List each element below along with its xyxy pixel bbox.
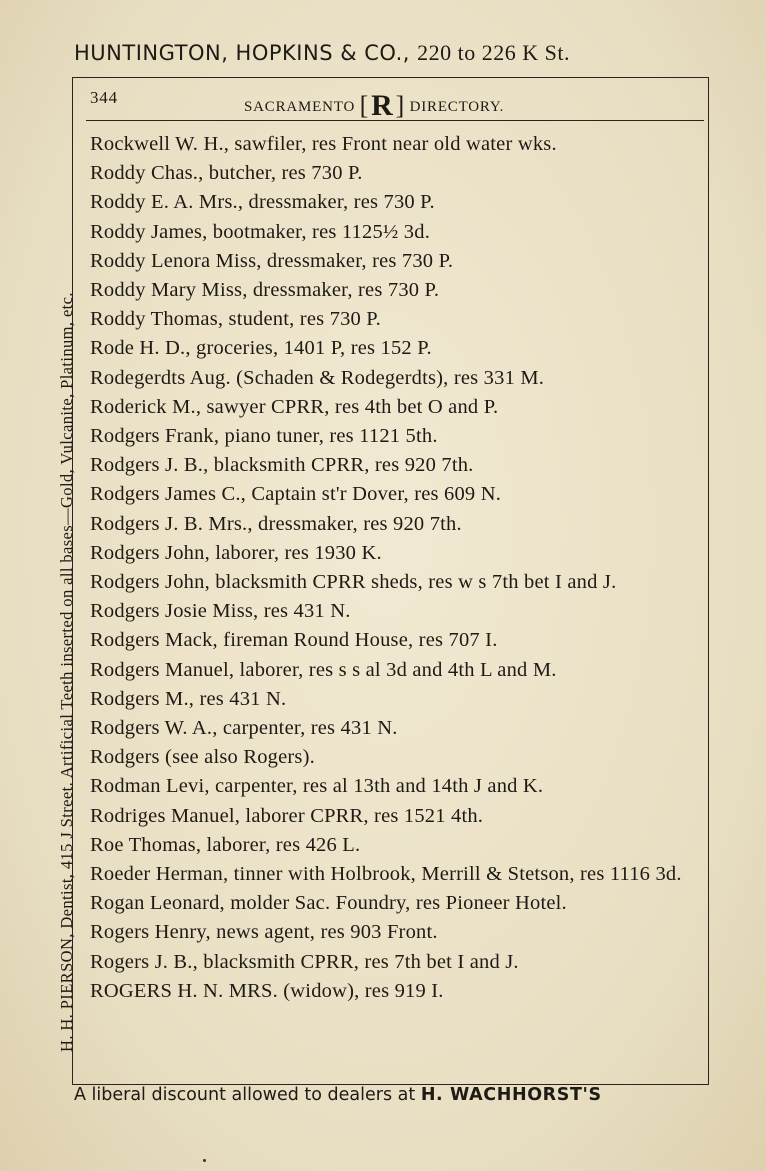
- side-advertisement: H. H. PIERSON, Dentist, 415 J Street. Artificial Teeth inserted on all bases—Gold, Vulcanite, Platinum, etc.: [57, 292, 76, 1052]
- list-item: Roe Thomas, laborer, res 426 L.: [90, 833, 361, 856]
- header-directory: DIRECTORY.: [409, 99, 505, 115]
- list-item: Rodgers Manuel, laborer, res s s al 3d and 4th L and M.: [90, 658, 557, 681]
- banner-address: 220 to 226 K St.: [417, 40, 570, 65]
- header-rule: [86, 120, 704, 121]
- list-item: Rogers J. B., blacksmith CPRR, res 7th bet I and J.: [90, 950, 519, 973]
- list-item: Rodgers M., res 431 N.: [90, 687, 287, 710]
- header-letter: R: [371, 89, 394, 122]
- list-item: Rodgers Josie Miss, res 431 N.: [90, 600, 351, 623]
- list-item: Rodgers Frank, piano tuner, res 1121 5th.: [90, 425, 438, 448]
- running-header: [90, 85, 702, 122]
- list-item: Roeder Herman, tinner with Holbrook, Merrill & Stetson, res 1116 3d.: [90, 863, 682, 886]
- list-item: Rodgers John, laborer, res 1930 K.: [90, 541, 382, 564]
- directory-entries: [90, 130, 696, 1006]
- list-item: Rogers Henry, news agent, res 903 Front.: [90, 921, 438, 944]
- list-item: Rockwell W. H., sawfiler, res Front near old water wks.: [90, 133, 557, 155]
- list-item: Rodgers J. B. Mrs., dressmaker, res 920 7th.: [90, 512, 462, 535]
- list-item: Rodgers J. B., blacksmith CPRR, res 920 7th.: [90, 454, 474, 477]
- advertising-banner-top: [74, 40, 724, 66]
- list-item: Rodgers Mack, fireman Round House, res 707 I.: [90, 629, 498, 652]
- list-item: ROGERS H. N. MRS. (widow), res 919 I.: [90, 979, 444, 1002]
- list-item: Rodgers (see also Rogers).: [90, 746, 315, 769]
- list-item: Roderick M., sawyer CPRR, res 4th bet O and P.: [90, 395, 499, 418]
- list-item: Roddy Chas., butcher, res 730 P.: [90, 162, 363, 185]
- list-item: Rodgers W. A., carpenter, res 431 N.: [90, 717, 398, 740]
- footer-text: A liberal discount allowed to dealers at: [74, 1085, 416, 1105]
- list-item: Rodriges Manuel, laborer CPRR, res 1521 4th.: [90, 804, 484, 827]
- header-title: SACRAMENTO [R] DIRECTORY.: [244, 89, 505, 122]
- list-item: Rogan Leonard, molder Sac. Foundry, res Pioneer Hotel.: [90, 892, 567, 915]
- advertising-footer: [74, 1085, 714, 1105]
- banner-company: HUNTINGTON, HOPKINS & CO.,: [74, 41, 410, 65]
- list-item: Roddy Mary Miss, dressmaker, res 730 P.: [90, 279, 440, 302]
- list-item: Roddy Lenora Miss, dressmaker, res 730 P.: [90, 249, 454, 272]
- footer-brand: H. WACHHORST'S: [420, 1085, 602, 1105]
- page-number: 344: [90, 88, 118, 107]
- header-city: SACRAMENTO: [244, 99, 356, 115]
- list-item: Roddy Thomas, student, res 730 P.: [90, 308, 381, 331]
- list-item: Roddy James, bootmaker, res 1125½ 3d.: [90, 220, 431, 243]
- list-item: Rode H. D., groceries, 1401 P, res 152 P.: [90, 337, 432, 360]
- list-item: Roddy E. A. Mrs., dressmaker, res 730 P.: [90, 191, 435, 214]
- paper-speck: [203, 1159, 206, 1162]
- list-item: Rodman Levi, carpenter, res al 13th and 14th J and K.: [90, 775, 544, 798]
- list-item: Rodegerdts Aug. (Schaden & Rodegerdts), res 331 M.: [90, 366, 545, 389]
- list-item: Rodgers James C., Captain st'r Dover, res 609 N.: [90, 483, 502, 506]
- list-item: Rodgers John, blacksmith CPRR sheds, res w s 7th bet I and J.: [90, 571, 617, 594]
